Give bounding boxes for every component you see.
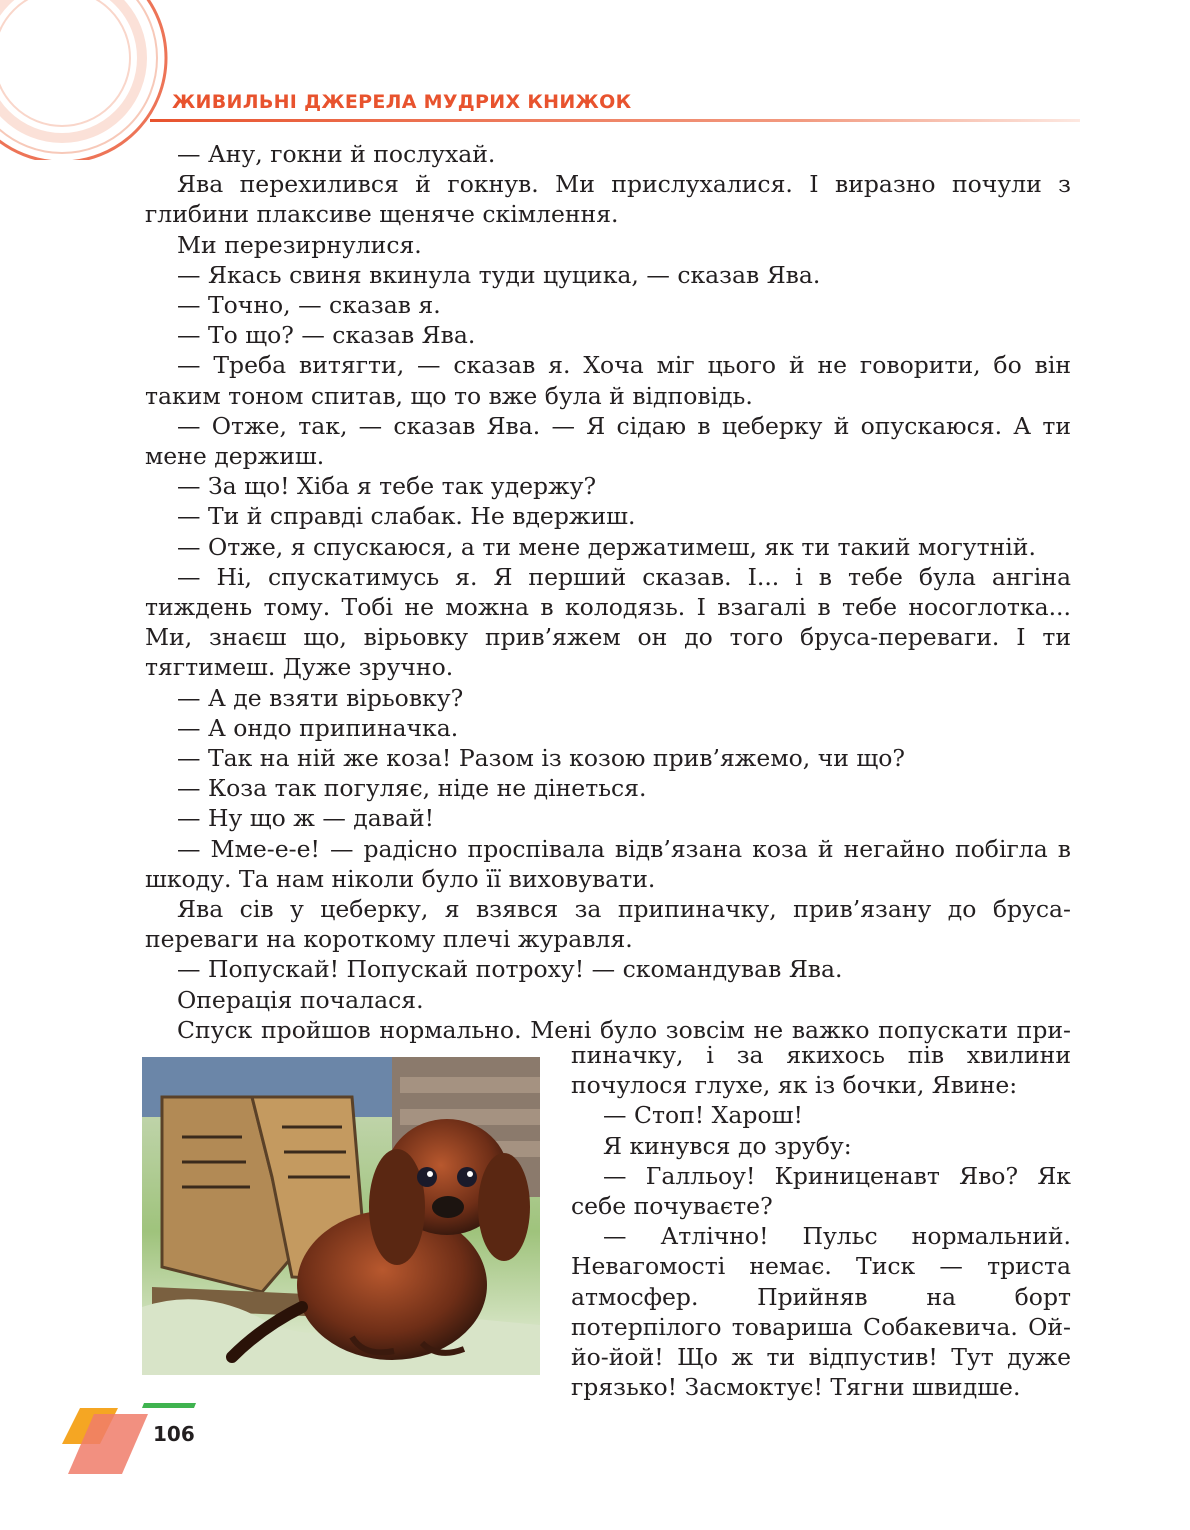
paragraph: — Ну що ж — давай! [177, 804, 435, 833]
paragraph: — Отже, я спускаюся, а ти мене держатимеш, як ти такий могутній. [177, 532, 1036, 561]
page-number: 106 [153, 1422, 195, 1446]
story-text [145, 139, 1071, 1045]
puppy-with-boots-illustration [142, 1057, 540, 1375]
decorative-circles [0, 0, 180, 160]
paragraph: — То що? — сказав Ява. [177, 321, 476, 350]
paragraph: — Ти й справді слабак. Не вдержиш. [177, 502, 636, 531]
paragraph: — Атлічно! Пульс нормальний. Невагомості немає. Тиск — триста атмосфер. Прийняв на борт потерпілого товариша Собакевича. Ой-йо-йой! Що ж ти відпустив! Тут дуже грязько! Засмоктує! Тягни швидше. [571, 1222, 1071, 1402]
header-rule [150, 118, 1080, 124]
paragraph: — Стоп! Харош! [603, 1101, 803, 1130]
paragraph: Ява перехилився й гокнув. Ми прислухалися. І виразно почули з глибини плаксиве щеняче скімлення. [145, 170, 1071, 229]
paragraph: — А де взяти вірьовку? [177, 683, 464, 712]
paragraph: — Ану, гокни й послухай. [177, 140, 496, 168]
paragraph: Ми перезирнулися. [177, 230, 422, 259]
paragraph: — Якась свиня вкинула туди цуцика, — сказав Ява. [177, 260, 821, 289]
paragraph: — Попускай! Попускай потроху! — скомандував Ява. [177, 955, 843, 984]
paragraph: — Ні, спускатимусь я. Я перший сказав. І... і в тебе була ангіна тиждень тому. Тобі не можна в колодязь. І взагалі в тебе носоглотка... Ми, знаєш що, вірьовку прив’яжем он до того бруса-переваги. І ти тягтимеш. Дуже зручно. [145, 562, 1071, 682]
paragraph: Я кинувся до зрубу: [603, 1131, 852, 1160]
paragraph: — За що! Хіба я тебе так удержу? [177, 472, 597, 501]
wrapped-story-text [571, 1040, 1071, 1402]
paragraph: пиначку, і за якихось пів хвилини почулося глухе, як із бочки, Явине: [571, 1041, 1071, 1100]
paragraph: — А ондо припиначка. [177, 713, 459, 742]
paragraph: — Так на ній же коза! Разом із козою прив’яжемо, чи що? [177, 744, 905, 773]
paragraph: — Коза так погуляє, ніде не дінеться. [177, 774, 647, 803]
paragraph: Ява сів у цеберку, я взявся за припиначку, прив’язану до бруса-переваги на короткому плечі журавля. [145, 895, 1071, 954]
paragraph: — Галльоу! Криниценавт Яво? Як себе почуваєте? [571, 1161, 1071, 1221]
paragraph: — Мме-е-е! — радісно проспівала відв’язана коза й негайно побігла в шкоду. Та нам ніколи було її виховувати. [145, 834, 1071, 893]
section-title: ЖИВИЛЬНІ ДЖЕРЕЛА МУДРИХ КНИЖОК [172, 91, 632, 113]
paragraph: — Отже, так, — сказав Ява. — Я сідаю в цеберку й опускаюся. А ти мене держиш. [145, 411, 1071, 471]
paragraph: Спуск пройшов нормально. Мені було зовсім не важко попускати при- [177, 1015, 1071, 1044]
paragraph: — Точно, — сказав я. [177, 291, 441, 320]
paragraph: — Треба витягти, — сказав я. Хоча міг цього й не говорити, бо він таким тоном спитав, що то вже була й відповідь. [145, 351, 1071, 410]
paragraph: Операція почалася. [177, 985, 424, 1014]
